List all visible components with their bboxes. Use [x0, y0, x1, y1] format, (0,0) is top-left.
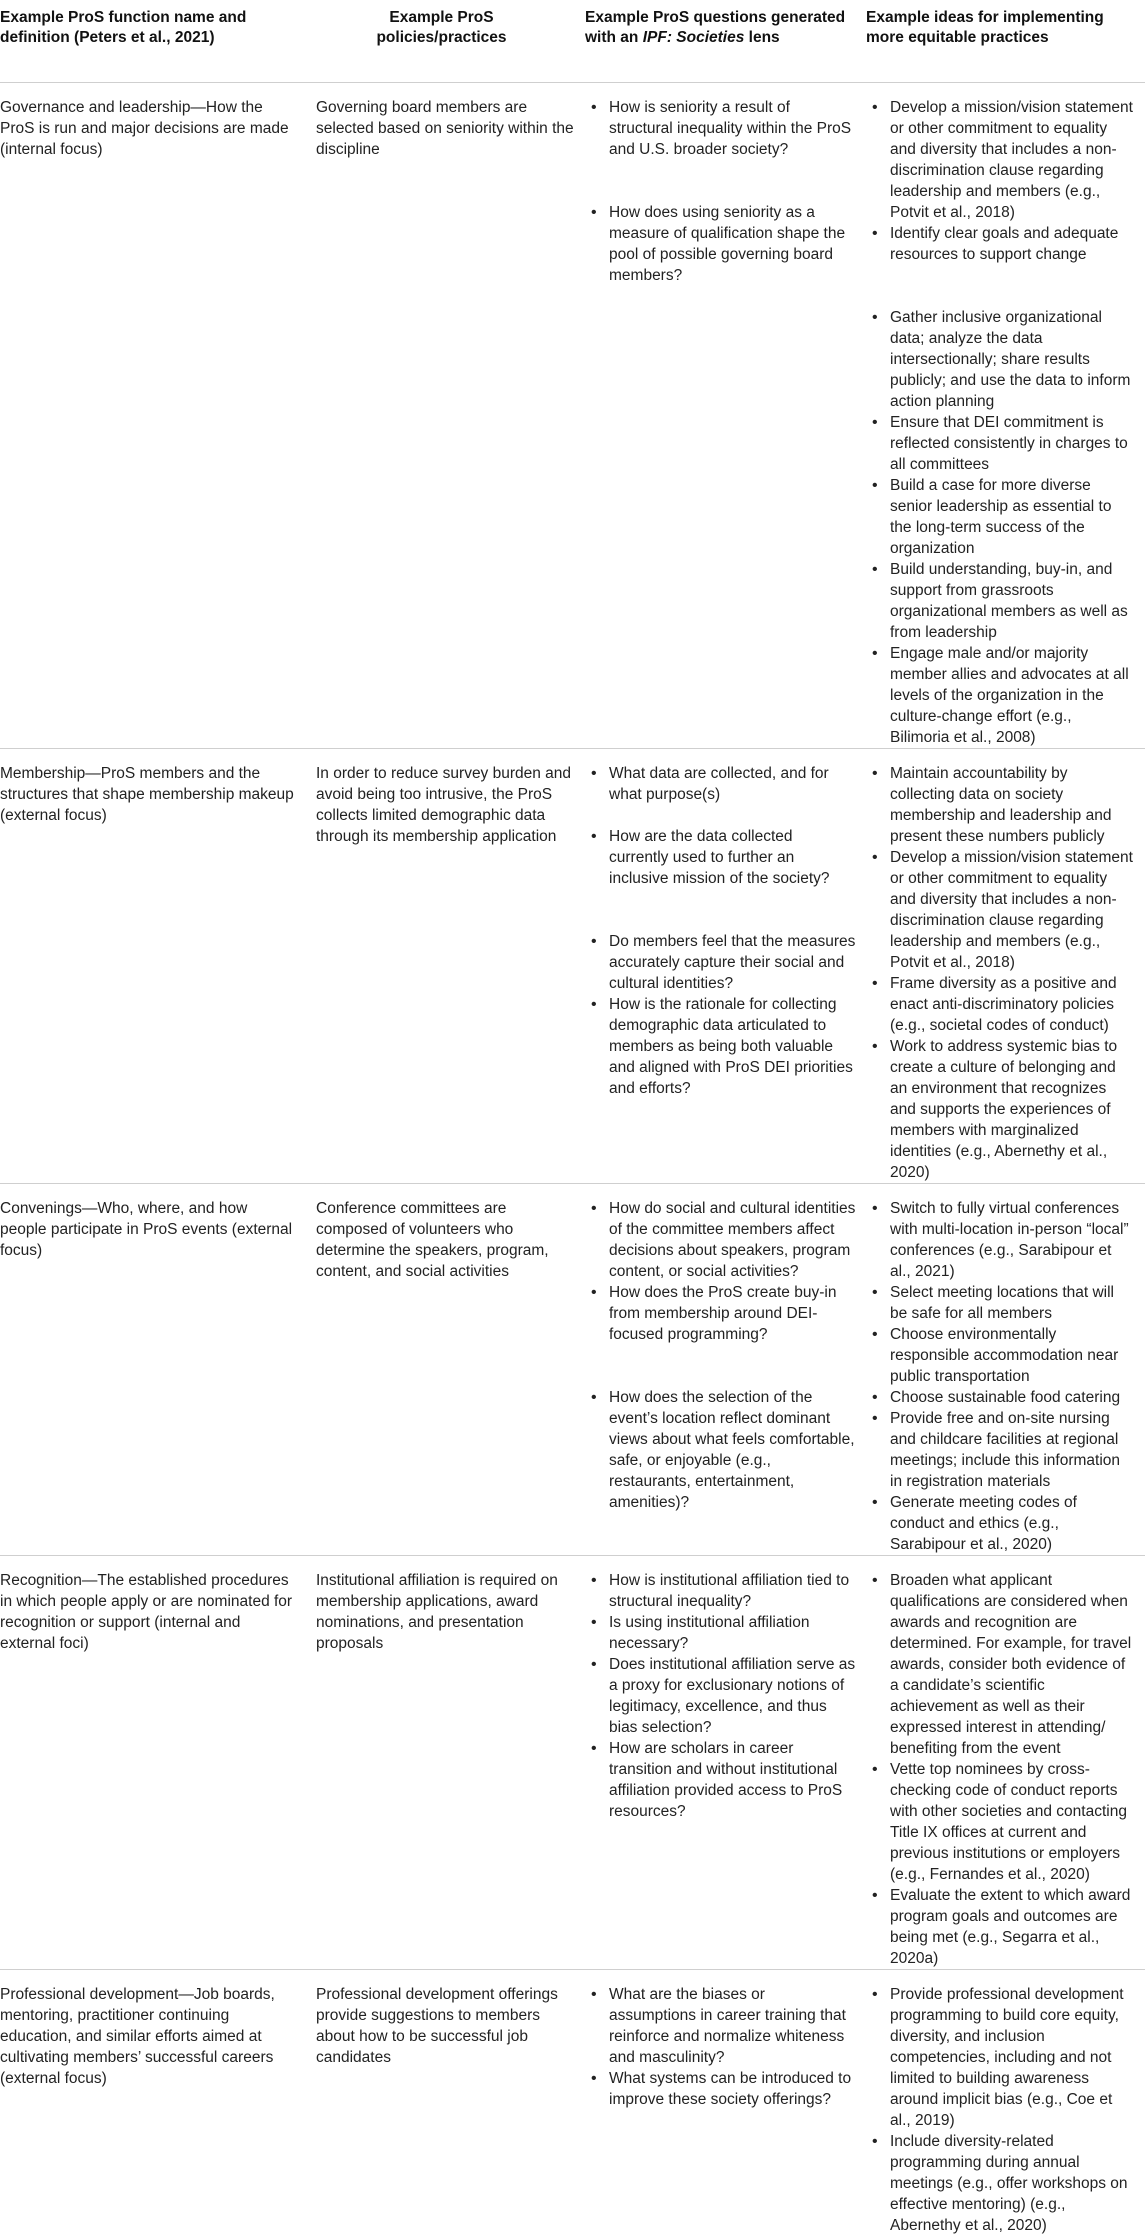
question-item: • How is seniority a result of structural inequality within the ProS and U.S. broader society? [585, 97, 856, 160]
function-cell: Recognition—The established procedures in which people apply or are nominated for recognition or support (internal and external foci) [0, 1571, 293, 1652]
questions-cell [585, 748, 866, 1183]
question-item: • How are the data collected currently used to further an inclusive mission of the society? [585, 826, 856, 889]
header-policies [308, 0, 585, 82]
ideas-cell [866, 1969, 1145, 2236]
question-item: • What data are collected, and for what purpose(s) [585, 763, 856, 805]
table-row-recognition [0, 1555, 1145, 1969]
idea-item: • Frame diversity as a positive and enact anti-discriminatory policies (e.g., societal codes of conduct) [866, 973, 1135, 1036]
idea-item: • Work to address systemic bias to create a culture of belonging and an environment that recognizes and supports the experiences of members with marginalized identities (e.g., Abernethy et al., 2020) [866, 1036, 1135, 1183]
idea-item: • Provide professional development programming to build core equity, diversity, and inclusion competencies, including and not limited to building awareness around implicit bias (e.g., Coe et al., 2019) [866, 1984, 1135, 2131]
policy-cell: In order to reduce survey burden and avoid being too intrusive, the ProS collects limited demographic data through its membership application [316, 764, 572, 845]
idea-item: • Identify clear goals and adequate resources to support change [866, 223, 1135, 265]
header-questions [585, 0, 866, 82]
idea-item: • Provide free and on-site nursing and childcare facilities at regional meetings; include this information in registration materials [866, 1408, 1135, 1492]
header-questions-suffix: lens [744, 29, 780, 46]
idea-item: • Engage male and/or majority member allies and advocates at all levels of the organization in the culture-change effort (e.g., Bilimoria et al., 2008) [866, 643, 1135, 748]
header-function: Example ProS function name and definition (Peters et al., 2021) [0, 9, 247, 46]
ideas-cell [866, 1555, 1145, 1969]
idea-item: • Select meeting locations that will be safe for all members [866, 1282, 1135, 1324]
question-item: • How does the ProS create buy-in from membership around DEI-focused programming? [585, 1282, 856, 1345]
idea-item: • Include diversity-related programming during annual meetings (e.g., offer workshops on effective mentoring) (e.g., Abernethy et al., 2020) [866, 2131, 1135, 2236]
ideas-cell [866, 748, 1145, 1183]
function-cell: Membership—ProS members and the structures that shape membership makeup (external focus) [0, 764, 294, 824]
idea-item: • Build understanding, buy-in, and support from grassroots organizational members as well as from leadership [866, 559, 1135, 643]
policy-cell: Governing board members are selected based on seniority within the discipline [316, 98, 574, 158]
table-row-professional-development [0, 1969, 1145, 2236]
questions-cell [585, 1555, 866, 1969]
question-item: • How do social and cultural identities of the committee members affect decisions about speakers, program content, or social activities? [585, 1198, 856, 1282]
question-item: • How is institutional affiliation tied to structural inequality? [585, 1570, 856, 1612]
header-policies-text: Example ProS policies/practices [376, 9, 507, 46]
function-cell: Governance and leadership—How the ProS is run and major decisions are made (internal focus) [0, 98, 289, 158]
table-header-row [0, 0, 1145, 82]
header-questions-prefix: Example ProS questions generated with an [585, 9, 846, 46]
idea-item: • Generate meeting codes of conduct and ethics (e.g., Sarabipour et al., 2020) [866, 1492, 1135, 1555]
question-item: • Does institutional affiliation serve as a proxy for exclusionary notions of legitimacy, excellence, and thus bias selection? [585, 1654, 856, 1738]
question-item: • How does using seniority as a measure of qualification shape the pool of possible governing board members? [585, 202, 856, 286]
idea-item: • Build a case for more diverse senior leadership as essential to the long-term success of the organization [866, 475, 1135, 559]
header-ideas: Example ideas for implementing more equitable practices [866, 9, 1104, 46]
table-row-convenings [0, 1183, 1145, 1555]
idea-item: • Choose environmentally responsible accommodation near public transportation [866, 1324, 1135, 1387]
ideas-cell [866, 82, 1145, 748]
idea-item: • Ensure that DEI commitment is reflected consistently in charges to all committees [866, 412, 1135, 475]
question-item: • What systems can be introduced to improve these society offerings? [585, 2068, 856, 2110]
policy-cell: Conference committees are composed of volunteers who determine the speakers, program, content, and social activities [316, 1199, 549, 1280]
questions-cell [585, 82, 866, 748]
table-row-governance [0, 82, 1145, 748]
policy-cell: Professional development offerings provide suggestions to members about how to be successful job candidates [316, 1985, 558, 2066]
idea-item: • Evaluate the extent to which award program goals and outcomes are being met (e.g., Segarra et al., 2020a) [866, 1885, 1135, 1969]
question-item: • How does the selection of the event’s location reflect dominant views about what feels comfortable, safe, or enjoyable (e.g., restaurants, entertainment, amenities)? [585, 1387, 856, 1513]
ideas-cell [866, 1183, 1145, 1555]
idea-item: • Broaden what applicant qualifications are considered when awards and recognition are determined. For example, for travel awards, consider both evidence of a candidate’s scientific achievement as well as their expressed interest in attending/ benefiting from the event [866, 1570, 1135, 1759]
idea-item: • Maintain accountability by collecting data on society membership and leadership and present these numbers publicly [866, 763, 1135, 847]
questions-cell [585, 1969, 866, 2236]
policy-cell: Institutional affiliation is required on membership applications, award nominations, and presentation proposals [316, 1571, 558, 1652]
questions-cell [585, 1183, 866, 1555]
question-item: • Do members feel that the measures accurately capture their social and cultural identities? [585, 931, 856, 994]
header-questions-italic: IPF: Societies [642, 29, 745, 46]
idea-item: • Choose sustainable food catering [866, 1387, 1135, 1408]
idea-item: • Switch to fully virtual conferences with multi-location in-person “local” conferences (e.g., Sarabipour et al., 2021) [866, 1198, 1135, 1282]
idea-item: • Gather inclusive organizational data; analyze the data intersectionally; share results publicly; and use the data to inform action planning [866, 307, 1135, 412]
idea-item: • Develop a mission/vision statement or other commitment to equality and diversity that includes a non-discrimination clause regarding leadership and members (e.g., Potvit et al., 2018) [866, 847, 1135, 973]
idea-item: • Develop a mission/vision statement or other commitment to equality and diversity that includes a non-discrimination clause regarding leadership and members (e.g., Potvit et al., 2018) [866, 97, 1135, 223]
question-item: • What are the biases or assumptions in career training that reinforce and normalize whiteness and masculinity? [585, 1984, 856, 2068]
function-cell: Professional development—Job boards, mentoring, practitioner continuing education, and similar efforts aimed at cultivating members’ successful careers (external focus) [0, 1985, 275, 2087]
question-item: • Is using institutional affiliation necessary? [585, 1612, 856, 1654]
table-row-membership [0, 748, 1145, 1183]
function-cell: Convenings—Who, where, and how people participate in ProS events (external focus) [0, 1199, 293, 1259]
question-item: • How is the rationale for collecting demographic data articulated to members as being both valuable and aligned with ProS DEI priorities and efforts? [585, 994, 856, 1099]
idea-item: • Vette top nominees by cross-checking code of conduct reports with other societies and contacting Title IX offices at current and previous institutions or employers (e.g., Fernandes et al., 2020) [866, 1759, 1135, 1885]
question-item: • How are scholars in career transition and without institutional affiliation provided access to ProS resources? [585, 1738, 856, 1822]
